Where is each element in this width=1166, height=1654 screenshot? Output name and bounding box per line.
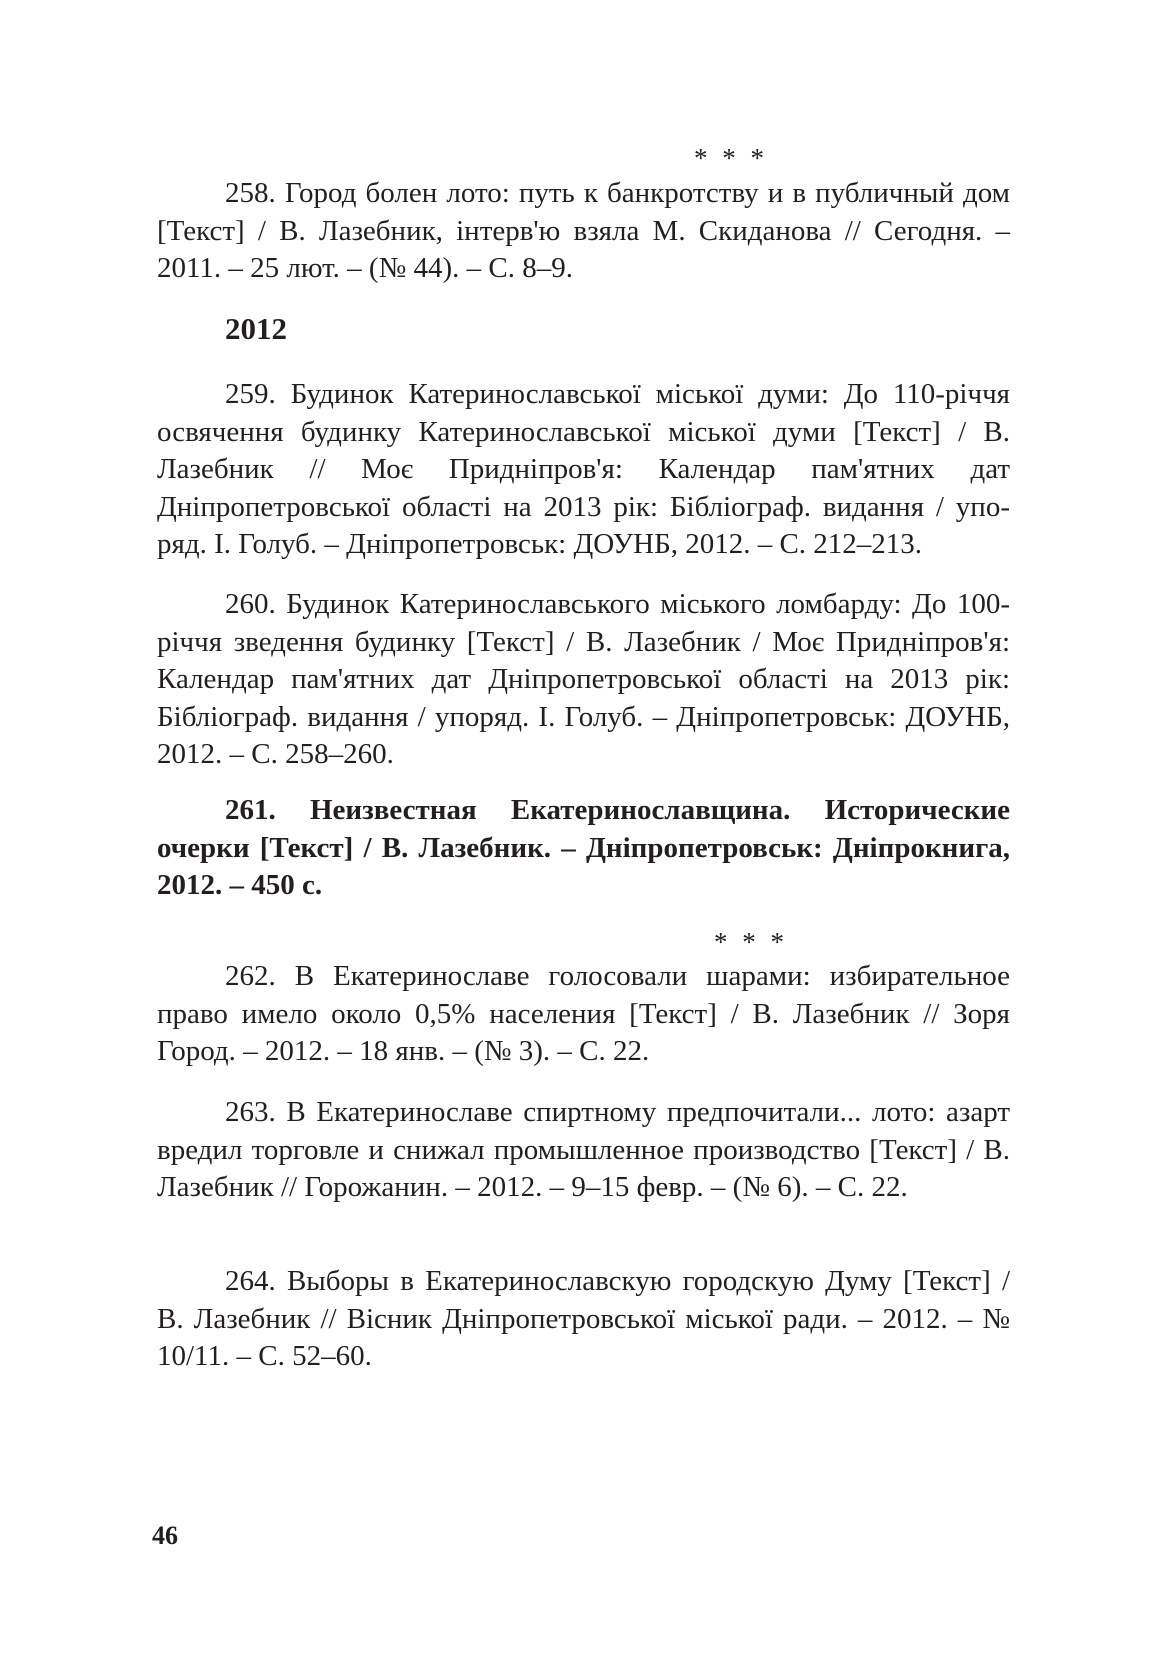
page-number: 46: [152, 1521, 178, 1550]
entry-264: 264. Выборы в Екатеринославскую городскую Думу [Текст] / В. Лазебник // Вісник Дніпропетровської міської ради. – 2012. – № 10/11. – С. 52–60.: [157, 1265, 1010, 1372]
entry-260: 260. Будинок Катеринославського міського ломбарду: До 100-річчя зведення будинку [Текст] / В. Лазебник / Моє Придніпров'я: Календар пам'ятних дат Дніпропетровської області на 2013 рік: Бібліограф. видання / упоряд. І. Голуб. – Дніпропетровськ: ДОУНБ, 2012. – С. 258–260.: [157, 588, 1010, 770]
entry-263: 263. В Екатеринославе спиртному предпочитали... лото: азарт вредил торговле и снижал промышленное производство [Текст] / В. Лазебник // Горожанин. – 2012. – 9–15 февр. – (№ 6). – С. 22.: [157, 1096, 1010, 1203]
entry-259: 259. Будинок Катеринославської міської думи: До 110-річчя освячення будинку Катеринославської міської думи [Текст] / В. Лазебник // Моє Придніпров'я: Календар пам'ятних дат Дніпропетровської області на 2013 рік: Бібліограф. видання / упоряд. І. Голуб. – Дніпропетровськ: ДОУНБ, 2012. – С. 212–213.: [157, 378, 1010, 560]
year-heading: 2012: [225, 311, 287, 346]
entry-261: 261. Неизвестная Екатеринославщина. Исторические очерки [Текст] / В. Лазебник. – Дніпропетровськ: Дніпрокнига, 2012. – 450 с.: [157, 794, 1010, 901]
entry-258: 258. Город болен лото: путь к банкротству и в публичный дом [Текст] / В. Лазебник, інтерв'ю взяла М. Скиданова // Сегодня. – 2011. – 25 лют. – (№ 44). – С. 8–9.: [157, 177, 1010, 284]
separator-stars-2: * * *: [714, 927, 788, 957]
separator-stars: * * *: [694, 143, 768, 173]
entry-262: 262. В Екатеринославе голосовали шарами: избирательное право имело около 0,5% населения [Текст] / В. Лазебник // Зоря Город. – 2012. – 18 янв. – (№ 3). – С. 22.: [157, 960, 1010, 1067]
